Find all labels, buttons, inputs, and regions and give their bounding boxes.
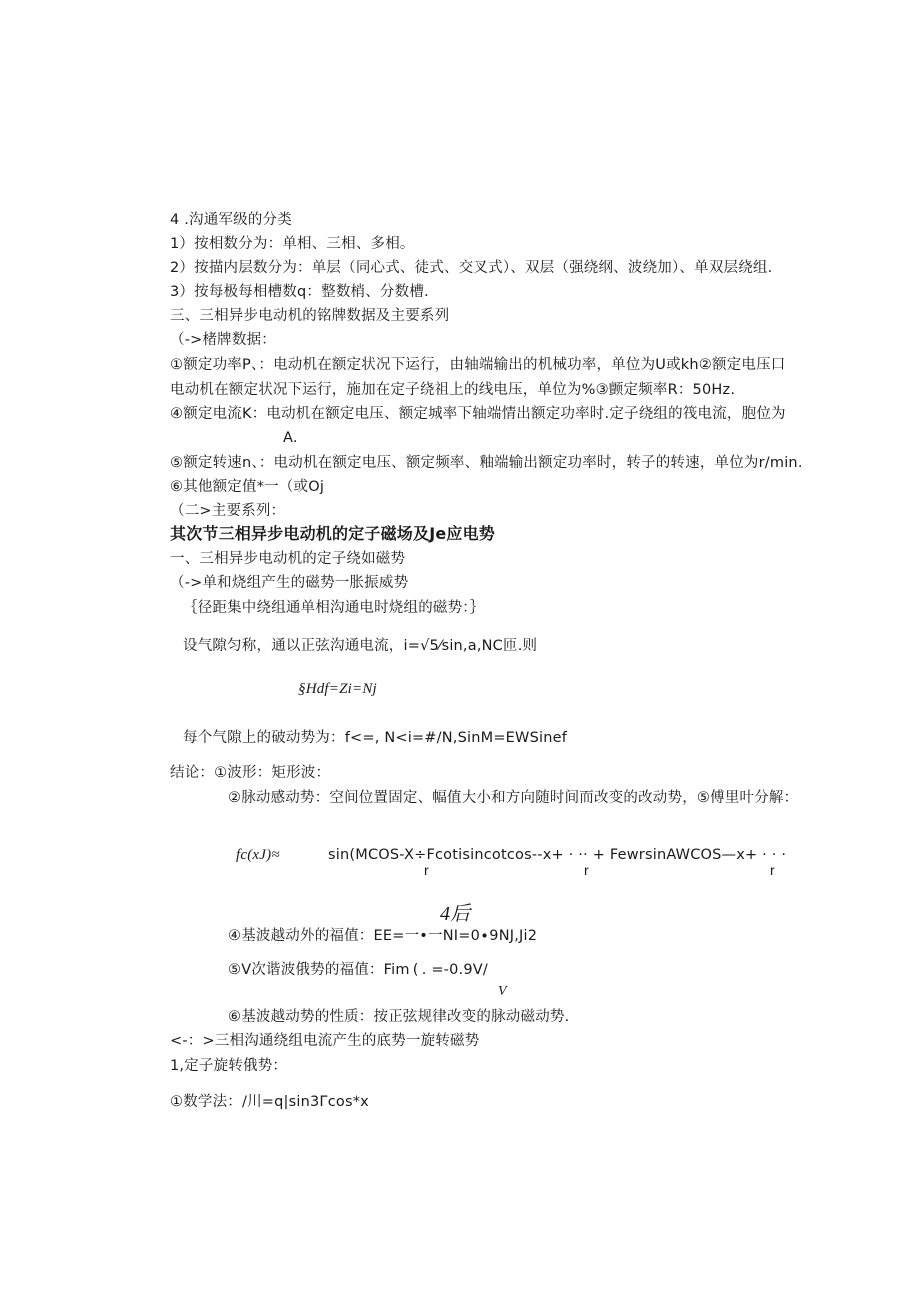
harmonic-amplitude: ⑤V次谐波俄势的福值：Fim ( . =-0.9V/ bbox=[228, 962, 488, 978]
fourier-series-equation: sin(MCOS-X÷Fcotisincotcos--x+ · ·· + FewrsinAWCOS—x+ · · · bbox=[328, 847, 787, 863]
section-2-heading: 其次节三相异步电动机的定子磁场及Je应电势 bbox=[170, 524, 496, 543]
rated-current-line: ④额定电流K：电动机在额定电压、额定城率下轴端情出额定功率时.定子绕组的筏电流，胞位为 bbox=[170, 406, 786, 422]
fourier-denominator-3: r bbox=[770, 862, 775, 878]
fourier-denominator-1: r bbox=[424, 862, 429, 878]
fundamental-amplitude: ④基波越动外的福值：EE=一•一NI=0∙9NJ,Ji2 bbox=[228, 928, 538, 944]
stator-rotating-mmf-title: 1,定子旋转俄势： bbox=[170, 1058, 288, 1074]
fourier-denominator-2: r bbox=[584, 862, 589, 878]
math-method-equation: ①数学法：/川=q|sin3Γcos*x bbox=[170, 1094, 369, 1110]
concentrated-winding-note: ｛径距集中绕组通单相沟通电时烧组的磁势：｝ bbox=[183, 600, 485, 616]
item-1-phases: 1）按相数分为：单相、三相、多相。 bbox=[170, 236, 415, 252]
rated-power-line: ①额定功率P、：电动机在额定状况下运行，由轴端输出的机械功率，单位为U或kh②额定电压口 bbox=[170, 357, 786, 373]
stator-mmf-title: 一、三相异步电动机的定子绕如磁势 bbox=[170, 551, 406, 567]
item-2-layers: 2）按描内层数分为：单层（同心式、徒式、交叉式）、双层（强绕纲、波绕加）、单双层绕组. bbox=[170, 260, 773, 276]
other-rated-values: ⑥其他额定值*一（或Oj bbox=[170, 479, 325, 495]
section-4-title: 4 .沟通军级的分类 bbox=[170, 212, 292, 228]
item-3-slots: 3）按每极每相槽数q：整数梢、分数槽. bbox=[170, 284, 429, 300]
coefficient-fragment: 4后 bbox=[440, 903, 471, 925]
section-3-title: 三、三相异步电动机的铭牌数据及主要系列 bbox=[170, 308, 450, 324]
air-gap-mmf-equation: 每个气隙上的破动势为：f<=, N<i=#/N,SinM=EWSinef bbox=[183, 730, 568, 746]
harmonic-denominator: V bbox=[498, 984, 507, 999]
rated-current-unit: A. bbox=[283, 430, 298, 446]
main-series-title: （二>主要系列： bbox=[170, 503, 286, 519]
fourier-lhs: fc(xJ)≈ bbox=[236, 847, 280, 863]
fundamental-property: ⑥基波越动势的性质：按正弦规律改变的脉动磁动势. bbox=[228, 1009, 570, 1025]
rated-voltage-line: 电动机在额定状况下运行，施加在定子绕祖上的线电压，单位为%③颤定频率R：50Hz. bbox=[170, 382, 736, 398]
three-phase-rotating-title: <-：>三相沟通绕组电流产生的底势一旋转磁势 bbox=[170, 1033, 480, 1049]
rated-speed-line: ⑤额定转速n、：电动机在额定电压、额定频率、釉端输出额定功率时，转子的转速，单位为r/min. bbox=[170, 455, 803, 471]
single-phase-mmf-title: （->单和烧组产生的磁势一胀振威势 bbox=[170, 575, 409, 591]
nameplate-data-title: （->楮牌数据： bbox=[170, 332, 276, 348]
conclusion-pulsating: ②脉动感动势：空间位置固定、幅值大小和方向随时间而改变的改动势，⑤傅里叶分解： bbox=[228, 790, 799, 806]
air-gap-assumption: 设气隙匀称，通以正弦沟通电流，i=√5⁄sin,a,NC匝.则 bbox=[183, 638, 538, 654]
conclusion-waveform: 结论：①波形：矩形波： bbox=[170, 765, 331, 781]
ampere-loop-equation: §Hdf=Zi=Nj bbox=[298, 681, 377, 697]
